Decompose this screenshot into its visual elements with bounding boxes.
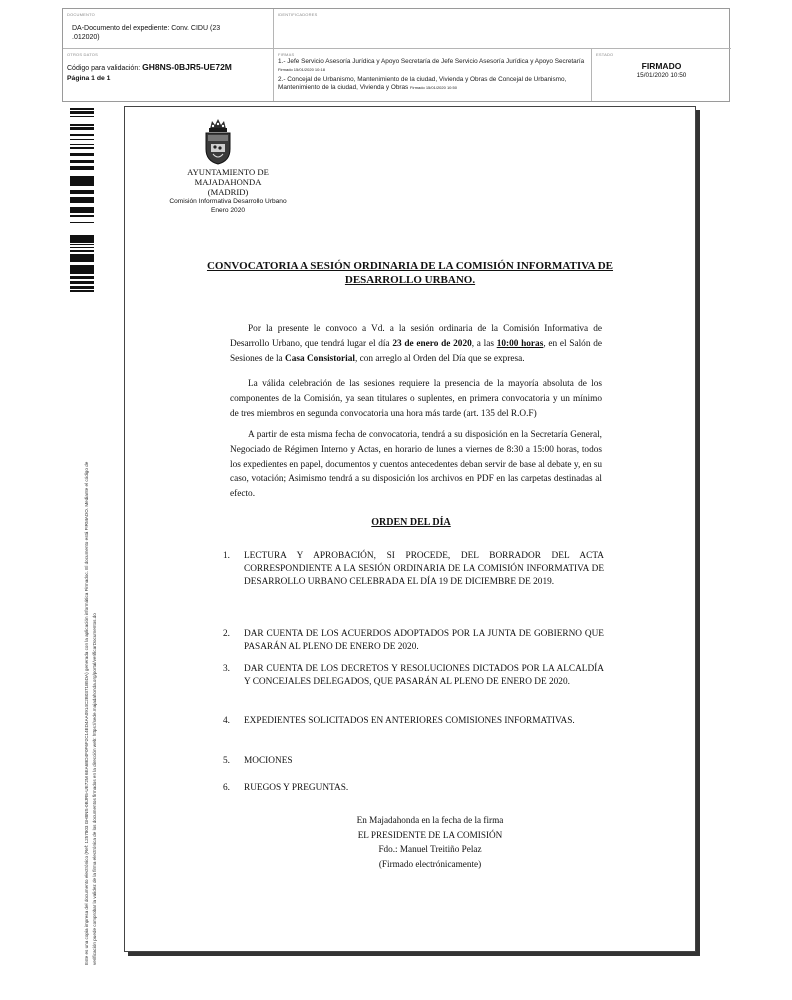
signature-1-date: Firmado 15/01/2020 10:18 [278, 67, 325, 72]
other-data-label: OTROS DATOS [67, 52, 98, 57]
signature-header [62, 8, 730, 102]
signature-name: Fdo.: Manuel Treitiño Pelaz [378, 844, 482, 854]
validation-code-line [67, 63, 272, 73]
page-info: Página 1 de 1 [67, 75, 111, 82]
agenda-item: 2. DAR CUENTA DE LOS ACUERDOS ADOPTADOS POR LA JUNTA DE GOBIERNO QUE PASARÁN AL PLENO DE ENERO DE 2020. [223, 629, 604, 652]
status-value: FIRMADO [641, 61, 682, 71]
signature-1: 1.- Jefe Servicio Asesoría Jurídica y Apoyo Secretaría de Jefe Servicio Asesoría Jurídica y Apoyo Secretaría Firmado 15/01/2020 10:18 [278, 58, 585, 72]
side-verification-text-2: verificación puede comprobar la validez de la firma electrónica de los documentos firmados en la dirección web: https://sede.majadahonda.org/portal/verificarDocumentos.do [92, 613, 97, 965]
signature-role: EL PRESIDENTE DE LA COMISIÓN [357, 829, 503, 840]
agenda-item: 6. RUEGOS Y PREGUNTAS. [223, 783, 349, 793]
document-cell [63, 9, 274, 49]
signature-block [330, 813, 530, 871]
identifiers-cell [274, 9, 731, 49]
letterhead [163, 167, 293, 215]
document-title: CONVOCATORIA A SESIÓN ORDINARIA DE LA COMISIÓN INFORMATIVA DE DESARROLLO URBANO. [206, 260, 614, 286]
signatures-cell [274, 49, 592, 101]
letterhead-line-5: Enero 2020 [210, 207, 246, 214]
agenda-item: 3. DAR CUENTA DE LOS DECRETOS Y RESOLUCIONES DICTADOS POR LA ALCALDÍA Y CONCEJALES DELEGADOS, QUE PASARÁN AL PLENO DE ENERO DE 2020. [223, 664, 604, 687]
paragraph-convocation: Por la presente le convoco a Vd. a la sesión ordinaria de la Comisión Informativa de Desarrollo Urbano, que tendrá lugar el día 23 de enero de 2020, a las 10:00 horas, en el Salón de Sesiones de la Casa Consistorial, con arreglo al Orden del Día que se expresa. [230, 324, 602, 364]
other-data-cell [63, 49, 274, 101]
letterhead-line-4: Comisión Informativa Desarrollo Urbano [169, 198, 287, 205]
status-date: 15/01/2020 10:50 [636, 72, 687, 79]
document-label: DOCUMENTO [67, 12, 95, 17]
meeting-time: 10:00 horas [496, 338, 544, 349]
validation-code: GH8NS-0BJR5-UE72M [142, 62, 232, 72]
letterhead-line-1: AYUNTAMIENTO DE [187, 167, 269, 177]
side-verification-text-1: Este es una copia impresa del documento electrónico (Ref: 1257803 GH8NS-0BJR5-UE72M 6EA6BD4F0F6F2C14ED4AA0914C2B0371B5DA) generada con la aplicación informática Firmadoc. El documento está FIRMADO. Mediante el código de [84, 461, 89, 965]
document-page [124, 106, 696, 952]
paragraph-quorum: La válida celebración de las sesiones requiere la presencia de la mayoría absoluta de los componentes de la Comisión, ya sean titulares o suplentes, en primera convocatoria y un mínimo de tres miembros en segunda convocatoria una hora más tarde (art. 135 del R.O.F) [230, 379, 602, 419]
validation-prefix: Código para validación: [67, 65, 141, 72]
letterhead-line-3: (MADRID) [207, 187, 249, 197]
agenda-item: 1. LECTURA Y APROBACIÓN, SI PROCEDE, DEL BORRADOR DEL ACTA CORRESPONDIENTE A LA SESIÓN ORDINARIA DE LA COMISIÓN INFORMATIVA DE DESARROLLO URBANO CELEBRADA EL DÍA 19 DE DICIEMBRE DE 2019. [223, 551, 604, 587]
signature-2: 2.- Concejal de Urbanismo, Mantenimiento de la ciudad, Vivienda y Obras de Concejal de Urbanismo, Mantenimiento de la ciudad, Vivienda y Obras Firmado 15/01/2020 10:50 [278, 76, 567, 91]
signature-2-date: Firmado 15/01/2020 10:50 [410, 85, 457, 90]
barcode-bar [70, 290, 94, 292]
signatures-label: FIRMAS [278, 52, 295, 57]
coat-of-arms-icon [203, 117, 233, 165]
barcode [70, 108, 94, 293]
meeting-date: 23 de enero de 2020 [392, 338, 472, 349]
document-value: DA-Documento del expediente: Conv. CIDU (23 .012020) [72, 25, 221, 41]
signature-note: (Firmado electrónicamente) [378, 858, 482, 869]
paragraph-documents: A partir de esta misma fecha de convocatoria, tendrá a su disposición en la Secretaría General, Negociado de Régimen Interno y Actas, en horario de lunes a viernes de 8:30 a 15:00 horas, todos los expedientes en papel, documentos y cuentos antecedentes deban servir de base al debate y, en su caso, votación; Asimismo tendrá a su disposición los archivos en PDF en las carpetas destinadas al efecto. [230, 430, 602, 500]
signature-place-date: En Majadahonda en la fecha de la firma [356, 815, 504, 825]
identifiers-label: IDENTIFICADORES [278, 12, 318, 17]
agenda-item: 5. MOCIONES [223, 756, 293, 766]
agenda-title: ORDEN DEL DÍA [371, 517, 451, 528]
status-label: ESTADO [596, 52, 614, 57]
status-cell [592, 49, 731, 101]
agenda-item: 4. EXPEDIENTES SOLICITADOS EN ANTERIORES COMISIONES INFORMATIVAS. [223, 716, 575, 726]
letterhead-line-2: MAJADAHONDA [194, 177, 262, 187]
meeting-place: Casa Consistorial [285, 353, 355, 364]
